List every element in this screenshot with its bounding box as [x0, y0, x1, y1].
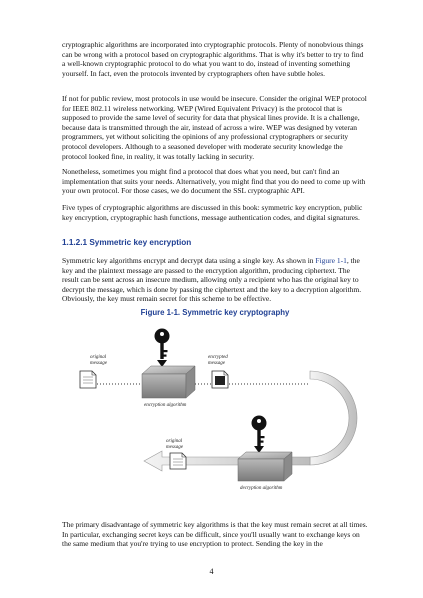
original-message-label-top — [90, 355, 108, 366]
transmission-curve-arrow — [310, 371, 357, 465]
encrypted-message-label — [208, 355, 229, 366]
original-message-label-bottom — [166, 439, 184, 450]
paragraph-protocols: cryptographic algorithms are incorporated into cryptographic protocols. Plenty of nonobvious things can be wrong with a protocol based on cryptographic algorithms. That is why it's better to try to find a well-known cryptographic protocol to do what you want to do, instead of inventing something yourself. In fact, even the protocols invented by cryptographers often have subtle holes. — [62, 40, 364, 78]
encrypted-message-label-line2: message — [208, 361, 225, 366]
decryption-key-icon — [252, 416, 267, 454]
encrypted-message-label-line1: encrypted — [208, 355, 228, 360]
paragraph-text-end: , the key and the plaintext message are passed to the encryption algorithm, producing ciphertext. The result can be sent across an insecure medium, allowing only a recipient who has the original key to decrypt the message, which is done by passing the ciphertext and the key to a decryption algorithm. Obviously, the key must remain secret for this scheme to be effective. — [62, 256, 362, 304]
paragraph-wep: If not for public review, most protocols in use would be insecure. Consider the original WEP protocol for IEEE 802.11 wireless networking. WEP (Wired Equivalent Privacy) is the protocol that is supposed to provide the same level of security for data that physical lines provide. It is a challenge, because data is transmitted through the air, instead of across a wire. WEP was designed by veteran programmers, yet without soliciting the opinions of any professional cryptographers or security protocol developers. Although to a seasoned developer with moderate security knowledge the protocol looked fine, in reality, it was totally lacking in security. — [62, 94, 367, 161]
figure-title: Figure 1-1. Symmetric key cryptography — [140, 308, 290, 317]
original-message-document-icon-bottom — [170, 453, 186, 469]
page-number: 4 — [209, 567, 214, 576]
paragraph-symmetric-intro — [62, 256, 368, 304]
paragraph-own-protocol: Nonetheless, sometimes you might find a protocol that does what you need, but can't find an implementation that suits your needs. Alternatively, you might find that you do need to come up with your own protocol. For those cases, we do document the SSL cryptographic API. — [62, 167, 366, 196]
encryption-algorithm-label: encryption algorithm — [144, 403, 187, 408]
original-message-label-top-line1: original — [90, 355, 107, 360]
encryption-algorithm-box — [142, 366, 195, 398]
figure-link[interactable]: Figure 1-1 — [315, 256, 347, 265]
encryption-key-icon — [155, 329, 170, 368]
decryption-algorithm-label: decryption algorithm — [240, 486, 283, 491]
original-message-label-bottom-line1: original — [166, 439, 183, 444]
decryption-algorithm-box — [238, 452, 292, 481]
section-heading: 1.1.2.1 Symmetric key encryption — [62, 238, 192, 247]
original-message-label-top-line2: message — [90, 361, 107, 366]
paragraph-five-types: Five types of cryptographic algorithms are discussed in this book: symmetric key encryption, public key encryption, cryptographic hash functions, message authentication codes, and digital signatures. — [62, 203, 363, 222]
paragraph-text-start: Symmetric key algorithms encrypt and decrypt data using a single key. As shown in — [62, 256, 316, 265]
symmetric-key-diagram — [62, 326, 368, 516]
encrypted-message-document-icon — [212, 371, 228, 388]
original-message-document-icon — [80, 371, 96, 388]
paragraph-disadvantage: The primary disadvantage of symmetric key algorithms is that the key must remain secret at all times. In particular, exchanging secret keys can be difficult, since you'll usually want to exchange keys on the same medium that you're trying to use encryption to protect. Sending the key in the — [62, 520, 368, 549]
original-message-label-bottom-line2: message — [166, 445, 183, 450]
